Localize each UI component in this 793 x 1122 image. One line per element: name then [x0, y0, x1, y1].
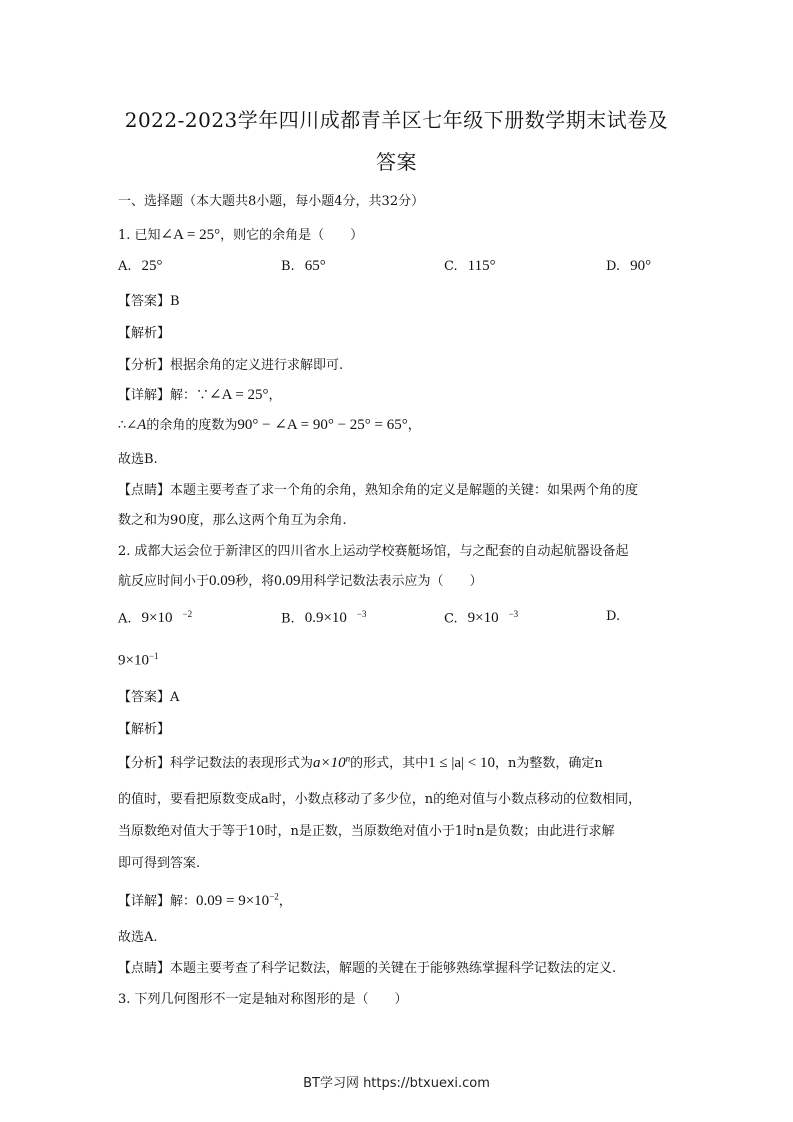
q1-option-b: B. 65° [281, 258, 326, 274]
q2-fenxi-line2: 的值时，要看把原数变成a时，小数点移动了多少位，n的绝对值与小数点移动的位数相同， [118, 792, 642, 807]
document-title-line2: 答案 [376, 150, 417, 174]
q2-option-d-value: $9\times 10^{-1}$ [118, 651, 159, 669]
q2-fenxi-line3: 当原数绝对值大于等于10时，n是正数，当原数绝对值小于1时n是负数；由此进行求解 [118, 824, 615, 839]
q1-therefore: ∴∠A的余角的度数为90° − ∠A = 90° − 25° = 65°， [118, 417, 421, 433]
q1-choose: 故选B. [118, 452, 158, 467]
q2-option-a: A. 9×10 $^{-2}$ [118, 609, 193, 627]
q2-xiangjie: 【详解】解：$0.09 = 9\times 10^{-2}$， [118, 891, 292, 909]
q1-dianjing-line2: 数之和为90度，那么这两个角互为余角. [118, 513, 347, 528]
q1-stem-math: ∠A = 25° [160, 227, 221, 243]
q2-analysis-label: 【解析】 [118, 722, 171, 737]
q1-stem [118, 224, 363, 244]
q2-fenxi-line4: 即可得到答案. [118, 856, 201, 871]
q2-dianjing: 【点睛】本题主要考查了科学记数法，解题的关键在于能够熟练掌握科学记数法的定义. [118, 961, 617, 976]
section-header: 一、选择题（本大题共8小题，每小题4分，共32分） [118, 194, 425, 209]
q1-option-d: D. 90° [606, 258, 652, 274]
q2-option-b: B. 0.9×10 $^{-3}$ [281, 609, 367, 627]
q1-option-a: A. 25° [118, 258, 163, 274]
q2-choose: 故选A. [118, 930, 158, 945]
q2-fenxi-line1: 【分析】科学记数法的表现形式为$a\times 10^n$的形式，其中1 ≤ |a| < 10，n为整数，确定n [118, 753, 603, 771]
page-footer-watermark: BT学习网 https://btxuexi.com [303, 1076, 490, 1091]
q1-analysis-label: 【解析】 [118, 326, 171, 341]
q3-stem: 3. 下列几何图形不一定是轴对称图形的是（ ） [118, 992, 408, 1007]
q2-answer: 【答案】A [118, 690, 180, 705]
document-title-line1: 2022-2023学年四川成都青羊区七年级下册数学期末试卷及 [124, 108, 669, 132]
q2-option-d: D. [606, 609, 621, 624]
q1-stem-suffix: ，则它的余角是（ ） [220, 228, 364, 243]
q1-xiangjie: 【详解】解：∵∠A = 25°， [118, 387, 282, 403]
q1-dianjing-line1: 【点睛】本题主要考查了求一个角的余角，熟知余角的定义是解题的关键：如果两个角的度 [118, 483, 639, 498]
q1-stem-prefix: 1. 已知 [118, 228, 161, 243]
q2-stem-line1: 2. 成都大运会位于新津区的四川省水上运动学校赛艇场馆，与之配套的自动起航器设备起 [118, 544, 629, 559]
q2-option-c: C. 9×10 $^{-3}$ [444, 609, 519, 627]
q2-stem-line2: 航反应时间小于0.09秒，将0.09用科学记数法表示应为（ ） [118, 573, 483, 589]
q1-fenxi: 【分析】根据余角的定义进行求解即可. [118, 358, 344, 373]
q1-option-c: C. 115° [444, 258, 496, 274]
q1-answer: 【答案】B [118, 294, 180, 309]
